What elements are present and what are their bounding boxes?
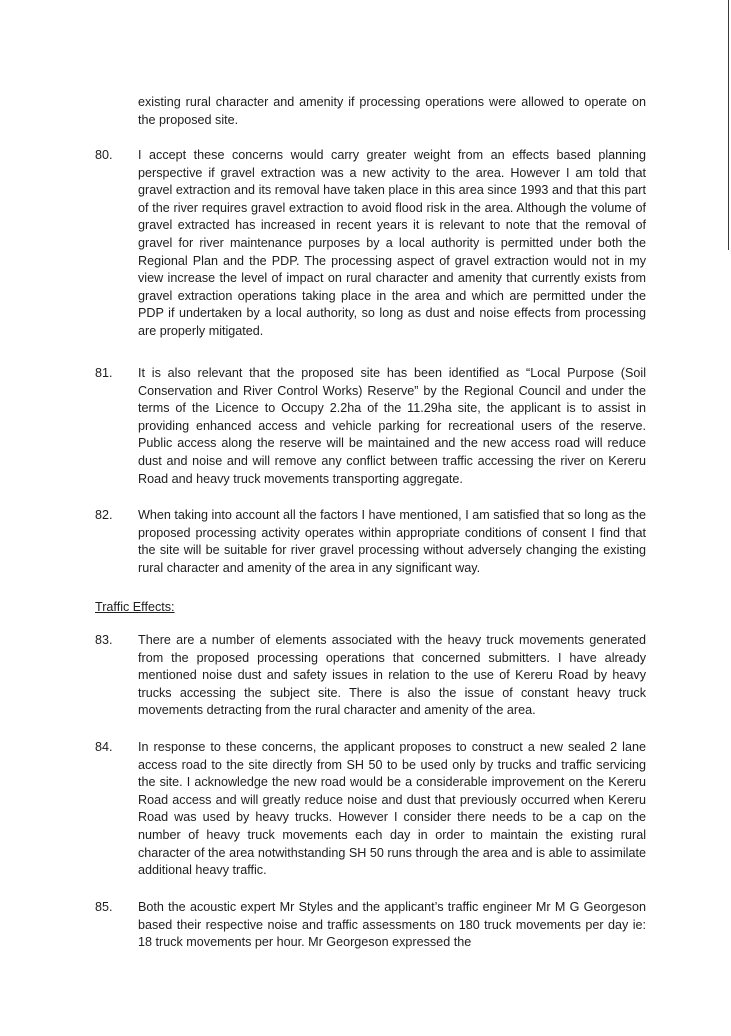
paragraph-82: When taking into account all the factors I have mentioned, I am satisfied that so long as the proposed processing activity operates within appropriate conditions of consent I find that the site will be suitable for river gravel processing without adversely changing the existing rural character and amenity of the area in any significant way.: [138, 508, 646, 575]
paragraph-81: It is also relevant that the proposed site has been identified as “Local Purpose (Soil Conservation and River Control Works) Reserve” by the Regional Council and under the terms of the Licence to Occupy 2.2ha of the 11.29ha site, the applicant is to assist in providing enhanced access and vehicle parking for recreational users of the reserve. Public access along the reserve will be maintained and the new access road will reduce dust and noise and will remove any conflict between traffic accessing the river on Kereru Road and heavy truck movements transporting aggregate.: [138, 366, 646, 486]
section-heading-traffic-effects: Traffic Effects:: [95, 600, 175, 614]
paragraph-number-84: 84.: [95, 740, 113, 754]
paragraph-84: In response to these concerns, the applicant proposes to construct a new sealed 2 lane access road to the site directly from SH 50 to be used only by trucks and traffic servicing the site. I acknowledge the new road would be a considerable improvement on the Kereru Road access and will greatly reduce noise and dust that previously occurred when Kereru Road was used by heavy trucks. However I consider there needs to be a cap on the number of heavy truck movements each day in order to maintain the existing rural character of the area notwithstanding SH 50 runs through the area and is able to assimilate additional heavy traffic.: [138, 740, 646, 878]
paragraph-number-81: 81.: [95, 366, 113, 380]
paragraph-85: Both the acoustic expert Mr Styles and the applicant’s traffic engineer Mr M G Georgeson based their respective noise and traffic assessments on 180 truck movements per day ie: 18 truck movements per hour. Mr Georgeson expressed the: [138, 900, 646, 950]
paragraph-80: I accept these concerns would carry greater weight from an effects based planning perspective if gravel extraction was a new activity to the area. However I am told that gravel extraction and its removal have taken place in this area since 1993 and that this part of the river requires gravel extraction to avoid flood risk in the area. Although the volume of gravel extracted has increased in recent years it is relevant to note that the removal of gravel for river maintenance purposes by a local authority is permitted under both the Regional Plan and the PDP. The processing aspect of gravel extraction would not in my view increase the level of impact on rural character and amenity that currently exists from gravel extraction operations taking place in the area and which are permitted under the PDP if undertaken by a local authority, so long as dust and noise effects from processing are properly mitigated.: [138, 148, 646, 338]
paragraph-number-83: 83.: [95, 633, 113, 647]
paragraph-83: There are a number of elements associated with the heavy truck movements generated from the proposed processing operations that concerned submitters. I have already mentioned noise dust and safety issues in relation to the use of Kereru Road by heavy trucks accessing the subject site. There is also the issue of constant heavy truck movements detracting from the rural character and amenity of the area.: [138, 633, 646, 718]
paragraph-number-80: 80.: [95, 148, 113, 162]
continuation-paragraph: existing rural character and amenity if processing operations were allowed to operate on the proposed site.: [138, 95, 646, 127]
paragraph-number-85: 85.: [95, 900, 113, 914]
page-edge-line: [728, 0, 729, 250]
paragraph-number-82: 82.: [95, 508, 113, 522]
